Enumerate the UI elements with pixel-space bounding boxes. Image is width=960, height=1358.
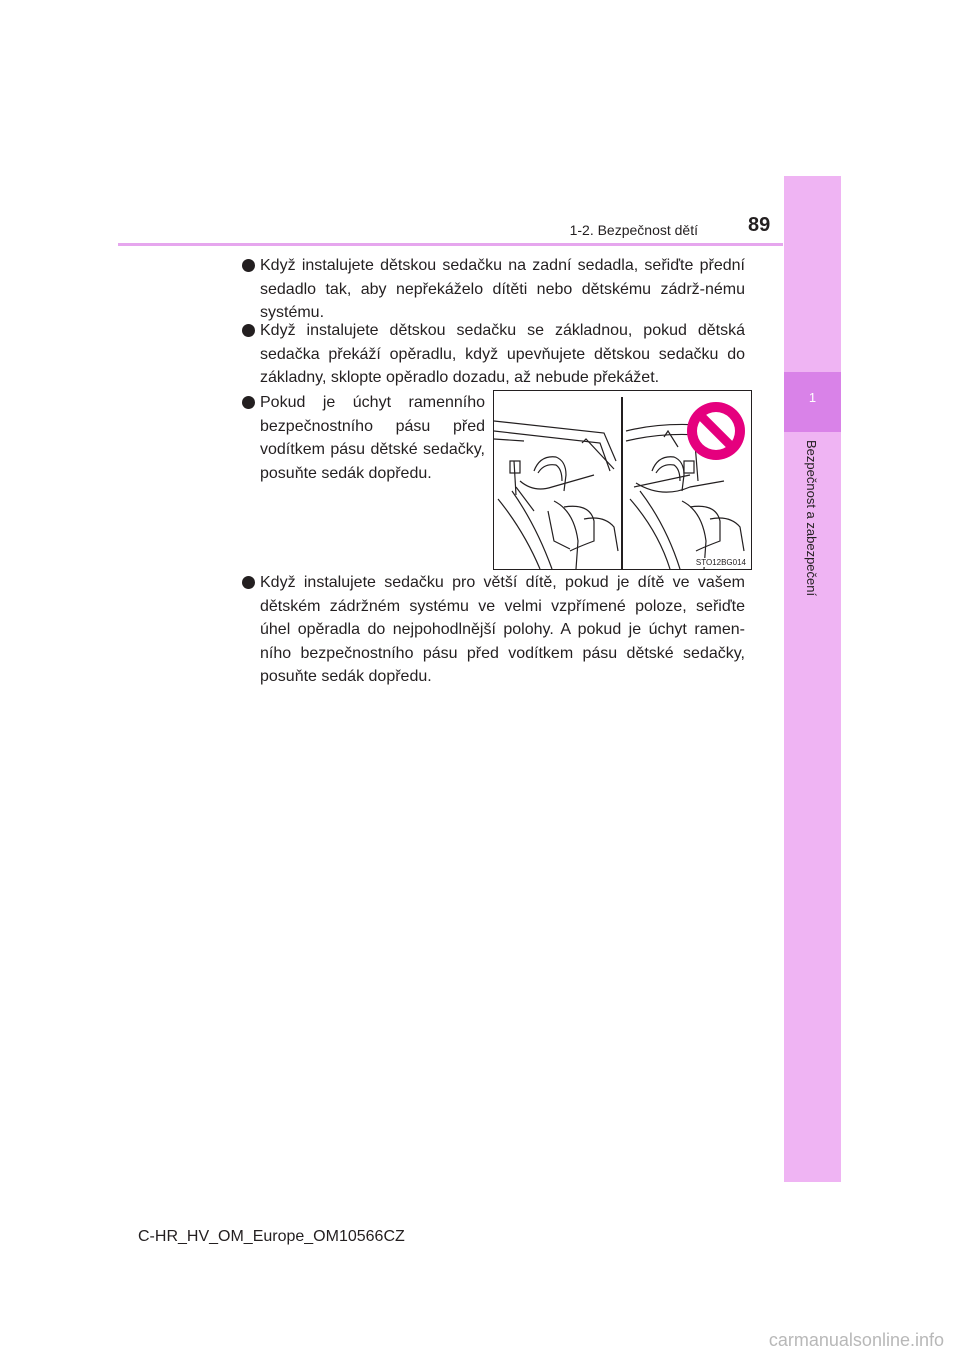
bullet-item xyxy=(260,254,745,325)
document-code: C-HR_HV_OM_Europe_OM10566CZ xyxy=(138,1228,405,1245)
bullet-text: Pokud je úchyt ramenního bezpečnostního pásu před vodítkem pásu dětské sedačky, posuňte sedák dopředu. xyxy=(260,394,485,482)
bullet-dot-icon xyxy=(242,396,255,409)
bullet-item xyxy=(260,571,745,689)
chapter-number: 1 xyxy=(808,390,817,405)
section-title: 1-2. Bezpečnost dětí xyxy=(569,222,698,238)
child-seat-correct-illustration xyxy=(494,421,618,569)
chapter-label: Bezpečnost a zabezpečení xyxy=(804,440,819,597)
child-seat-figure xyxy=(493,390,752,570)
bullet-dot-icon xyxy=(242,259,255,272)
chapter-number-tab xyxy=(784,372,841,432)
child-seat-illustration xyxy=(494,391,751,569)
bullet-text: Když instalujete sedačku pro větší dítě, pokud je dítě ve vašem dětském zádržném systému ve velmi vzpřímené poloze, seřiďte úhel opěradla do nejpohodlnější polohy. A pokud je úchyt ramen-ního bezpečnostního pásu před vodítkem pásu dětské sedačky, posuňte sedák dopředu. xyxy=(260,574,745,685)
bullet-dot-icon xyxy=(242,324,255,337)
header-rule xyxy=(118,243,783,246)
prohibition-icon xyxy=(687,402,745,460)
chapter-side-tab xyxy=(784,176,841,1182)
bullet-item xyxy=(260,319,745,390)
bullet-dot-icon xyxy=(242,576,255,589)
page-number: 89 xyxy=(748,214,771,236)
bullet-text: Když instalujete dětskou sedačku na zadní sedadla, seřiďte přední sedadlo tak, aby nepřekáželo dítěti nebo dětskému zádrž-nému systému. xyxy=(260,257,745,321)
bullet-text: Když instalujete dětskou sedačku se základnou, pokud dětská sedačka překáží opěradlu, když upevňujete dětskou sedačku do základny, sklopte opěradlo dozadu, až nebude překážet. xyxy=(260,322,745,386)
bullet-item xyxy=(260,391,485,485)
chapter-label-container xyxy=(803,440,823,630)
figure-code: STO12BG014 xyxy=(695,558,746,567)
watermark: carmanualsonline.info xyxy=(768,1330,944,1350)
